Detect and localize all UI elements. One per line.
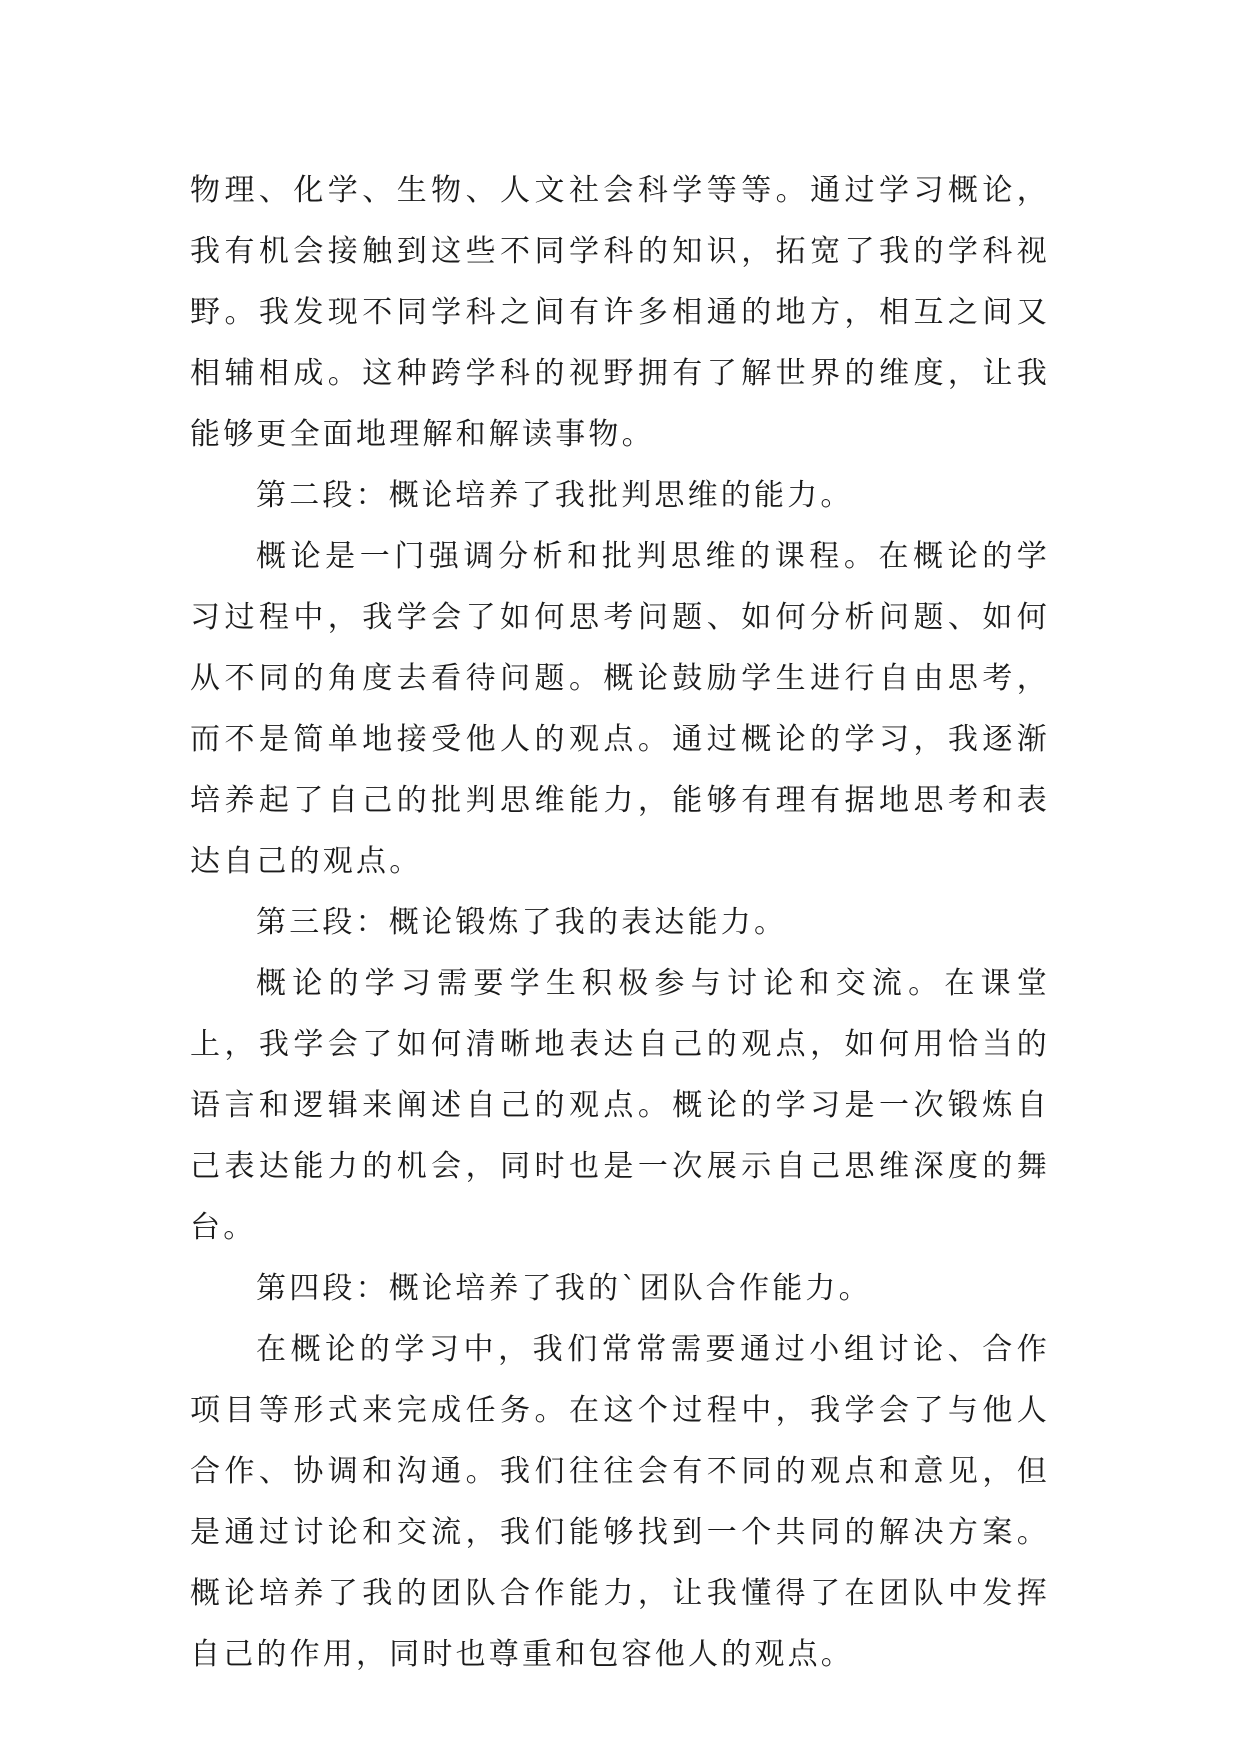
section-heading-2: 第二段：概论培养了我批判思维的能力。 (256, 478, 854, 513)
document-body (190, 160, 1050, 1685)
paragraph-continued-intro: 物理、化学、生物、人文社会科学等等。通过学习概论，我有机会接触到这些不同学科的知识，拓宽了我的学科视野。我发现不同学科之间有许多相通的地方，相互之间又相辅相成。这种跨学科的视野拥有了解世界的维度，让我能够更全面地理解和解读事物。 (190, 173, 1050, 452)
section-heading-3: 第三段：概论锻炼了我的表达能力。 (256, 905, 788, 940)
paragraph-critical-thinking: 概论是一门强调分析和批判思维的课程。在概论的学习过程中，我学会了如何思考问题、如何分析问题、如何从不同的角度去看待问题。概论鼓励学生进行自由思考，而不是简单地接受他人的观点。通过概论的学习，我逐渐培养起了自己的批判思维能力，能够有理有据地思考和表达自己的观点。 (190, 539, 1050, 879)
paragraph-expression: 概论的学习需要学生积极参与讨论和交流。在课堂上，我学会了如何清晰地表达自己的观点，如何用恰当的语言和逻辑来阐述自己的观点。概论的学习是一次锻炼自己表达能力的机会，同时也是一次展示自己思维深度的舞台。 (190, 966, 1050, 1245)
paragraph-teamwork: 在概论的学习中，我们常常需要通过小组讨论、合作项目等形式来完成任务。在这个过程中，我学会了与他人合作、协调和沟通。我们往往会有不同的观点和意见，但是通过讨论和交流，我们能够找到一个共同的解决方案。概论培养了我的团队合作能力，让我懂得了在团队中发挥自己的作用，同时也尊重和包容他人的观点。 (190, 1332, 1050, 1672)
section-heading-4: 第四段：概论培养了我的`团队合作能力。 (256, 1271, 872, 1306)
